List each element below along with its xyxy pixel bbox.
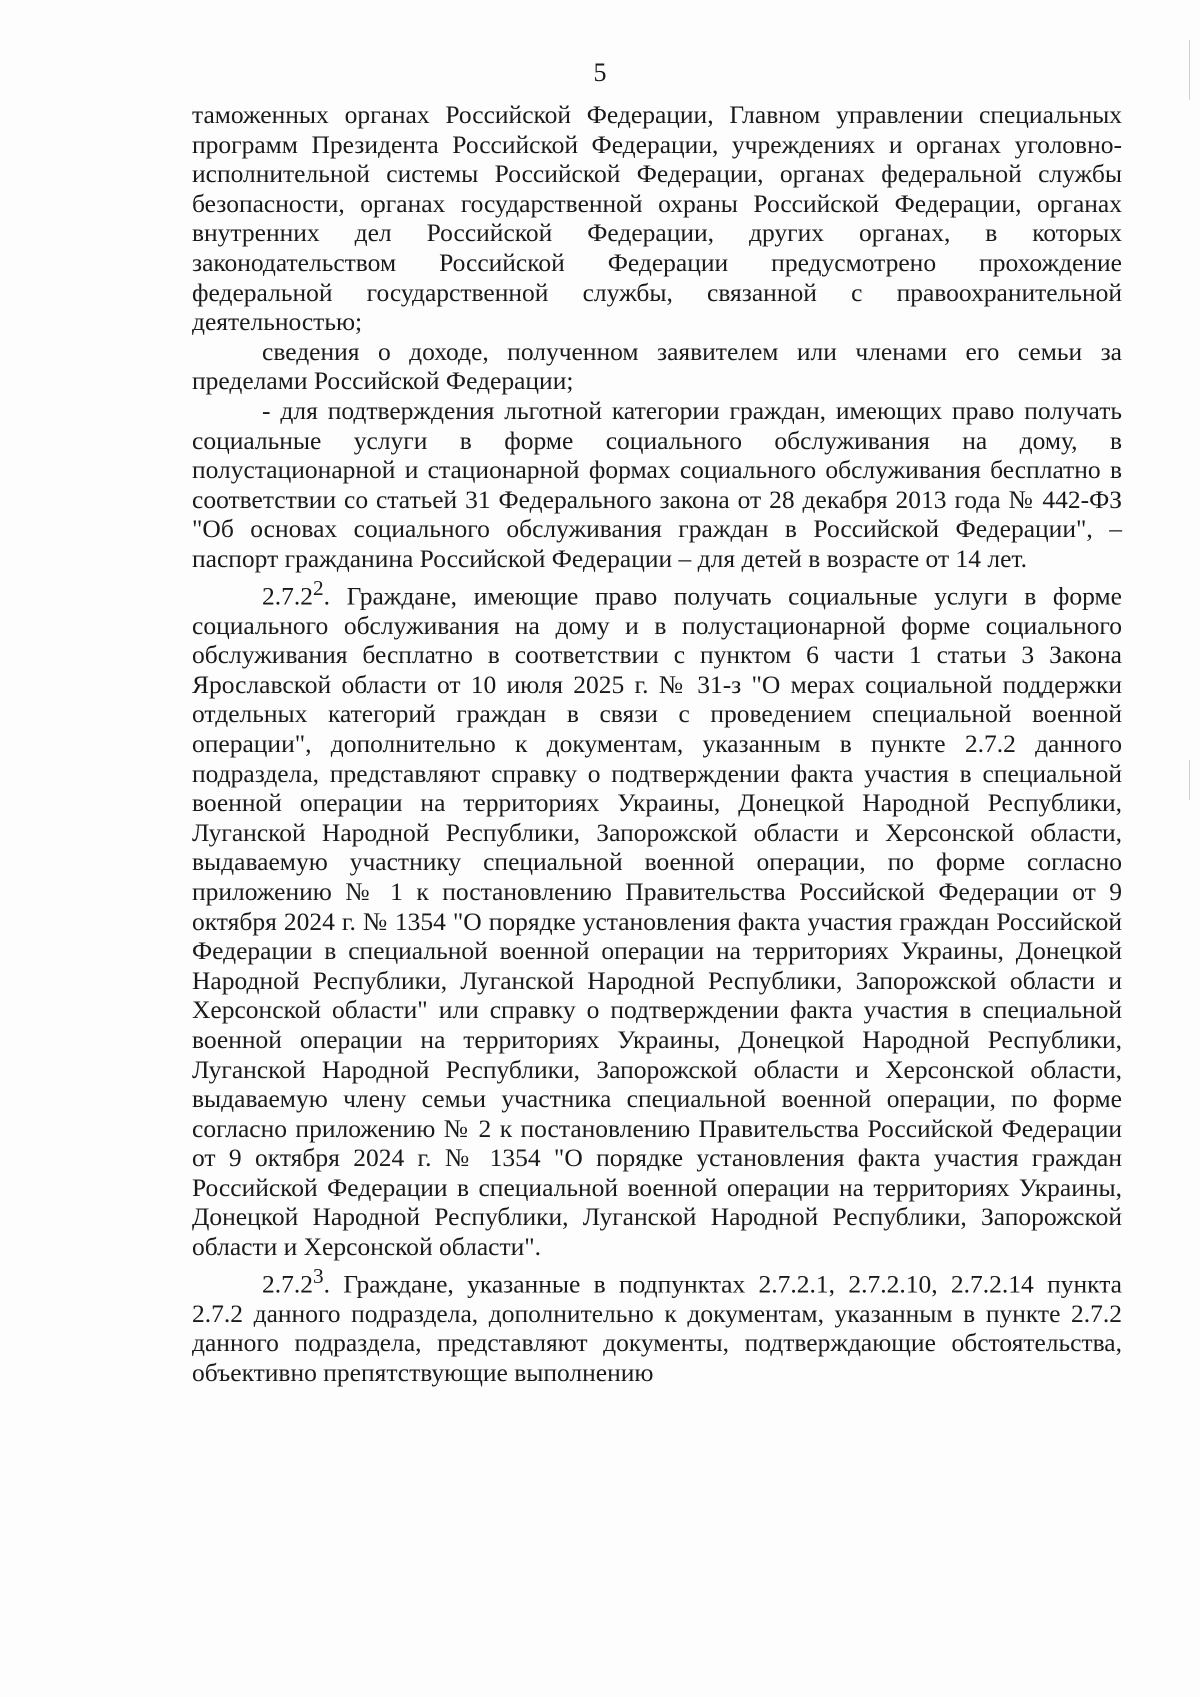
paragraph-4 [192,574,1122,1262]
paragraph-2: сведения о доходе, полученном заявителем или членами его семьи за пределами Российской Федерации; [192,336,1122,396]
clause-superscript: 2 [313,575,324,600]
scan-edge-mark [1189,760,1190,800]
scan-edge-mark [1189,40,1190,100]
paragraph-4-text: . Граждане, имеющие право получать социальные услуги в форме социального обслуживания на дому и в полустационарной форме социального обслуживания бесплатно в соответствии с пунктом 6 части 1 статьи 3 Закона Ярославской области от 10 июля 2025 г. № 31-з "О мерах социальной поддержки отдельных категорий граждан в связи с проведением специальной военной операции", дополнительно к документам, указанным в пункте 2.7.2 данного подраздела, представляют справку о подтверждении факта участия в специальной военной операции на территориях Украины, Донецкой Народной Республики, Луганской Народной Республики, Запорожской области и Херсонской области, выдаваемую участнику специальной военной операции, по форме согласно приложению № 1 к постановлению Правительства Российской Федерации от 9 октября 2024 г. № 1354 "О порядке установления факта участия граждан Российской Федерации в специальной военной операции на территориях Украины, Донецкой Народной Республики, Луганской Народной Республики, Запорожской области и Херсонской области" или справку о подтверждении факта участия в специальной военной операции на территориях Украины, Донецкой Народной Республики, Луганской Народной Республики, Запорожской области и Херсонской области, выдаваемую члену семьи участника специальной военной операции, по форме согласно приложению № 2 к постановлению Правительства Российской Федерации от 9 октября 2024 г. № 1354 "О порядке установления факта участия граждан Российской Федерации в специальной военной операции на территориях Украины, Донецкой Народной Республики, Луганской Народной Республики, Запорожской области и Херсонской области". [192,581,1122,1262]
page-number: 5 [593,58,607,87]
clause-superscript: 3 [313,1263,324,1288]
clause-number: 2.7.2 [262,1269,313,1299]
paragraph-5 [192,1262,1122,1388]
paragraph-1: таможенных органах Российской Федерации, Главном управлении специальных программ Президента Российской Федерации, учреждениях и органах уголовно-исполнительной системы Российской Федерации, органах федеральной службы безопасности, органах государственной охраны Российской Федерации, органах внутренних дел Российской Федерации, других органах, в которых законодательством Российской Федерации предусмотрено прохождение федеральной государственной службы, связанной с правоохранительной деятельностью; [192,100,1122,337]
clause-number: 2.7.2 [262,581,313,610]
paragraph-5-text: . Граждане, указанные в подпунктах 2.7.2.1, 2.7.2.10, 2.7.2.14 пункта 2.7.2 данного подраздела, дополнительно к документам, указанным в пункте 2.7.2 данного подраздела, представляют документы, подтверждающие обстоятельства, объективно препятствующие выполнению [192,1269,1122,1387]
paragraph-3: - для подтверждения льготной категории граждан, имеющих право получать социальные услуги в форме социального обслуживания на дому, в полустационарной и стационарной формах социального обслуживания бесплатно в соответствии со статьей 31 Федерального закона от 28 декабря 2013 года № 442-ФЗ "Об основах социального обслуживания граждан в Российской Федерации", – паспорт гражданина Российской Федерации – для детей в возрасте от 14 лет. [192,395,1122,573]
document-body [192,100,1122,1388]
